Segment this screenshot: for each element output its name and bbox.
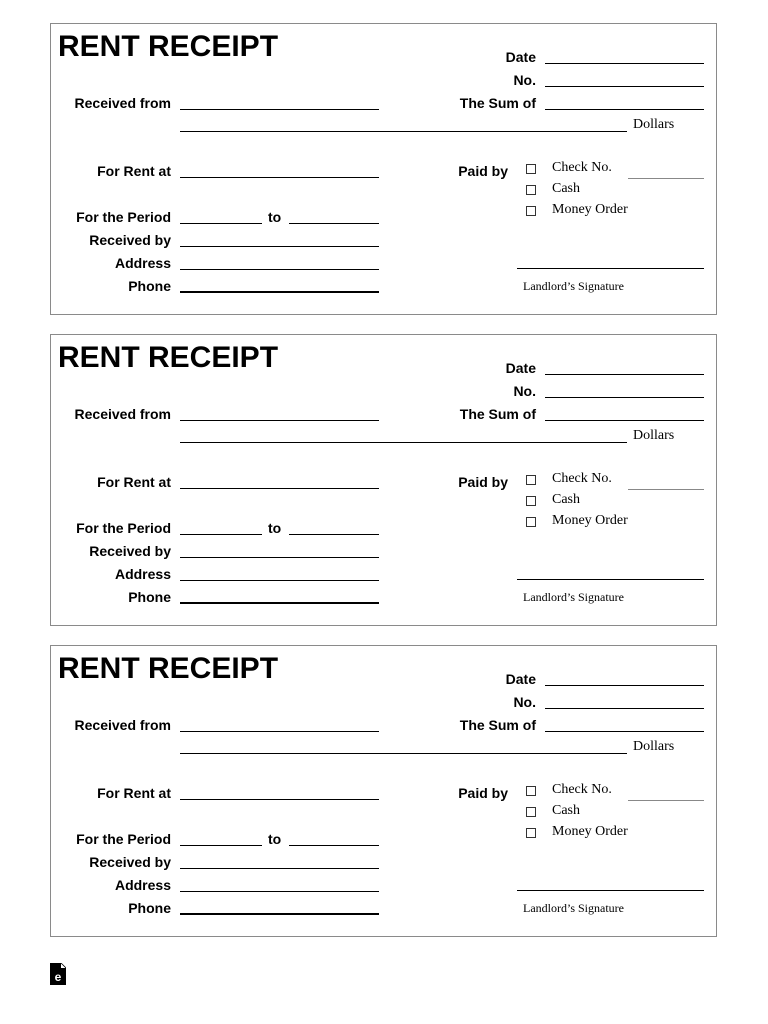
document-e-icon	[50, 963, 66, 985]
money-order-checkbox[interactable]	[526, 828, 536, 838]
address-field[interactable]	[180, 580, 379, 581]
svg-text:e: e	[54, 970, 62, 984]
sum-field[interactable]	[545, 109, 704, 110]
received-from-label: Received from	[74, 95, 171, 111]
to-label: to	[268, 209, 282, 225]
address-label: Address	[114, 255, 171, 271]
check-option-label: Check No.	[552, 782, 612, 797]
phone-label: Phone	[128, 278, 171, 294]
date-field[interactable]	[545, 374, 704, 375]
received-from-field[interactable]	[180, 420, 379, 421]
receipt-title: RENT RECEIPT	[58, 341, 279, 374]
sum-label: The Sum of	[459, 406, 536, 422]
number-label: No.	[513, 694, 536, 710]
check-number-field[interactable]	[628, 489, 704, 490]
sum-label: The Sum of	[459, 717, 536, 733]
number-label: No.	[513, 72, 536, 88]
check-checkbox[interactable]	[526, 164, 536, 174]
number-field[interactable]	[545, 397, 704, 398]
receipt-title: RENT RECEIPT	[58, 652, 279, 685]
received-from-label: Received from	[74, 406, 171, 422]
cash-checkbox[interactable]	[526, 185, 536, 195]
money-order-checkbox[interactable]	[526, 517, 536, 527]
landlord-signature-field[interactable]	[517, 890, 704, 891]
paid-by-label: Paid by	[458, 163, 508, 179]
date-field[interactable]	[545, 685, 704, 686]
money-order-option-label: Money Order	[552, 202, 628, 217]
dollars-label: Dollars	[633, 739, 675, 754]
period-label: For the Period	[76, 520, 171, 536]
number-field[interactable]	[545, 708, 704, 709]
sum-field[interactable]	[545, 731, 704, 732]
sum-words-field[interactable]	[180, 442, 627, 443]
money-order-option-label: Money Order	[552, 513, 628, 528]
received-from-field[interactable]	[180, 731, 379, 732]
cash-option-label: Cash	[552, 181, 580, 196]
date-label: Date	[505, 49, 536, 65]
received-by-label: Received by	[89, 232, 171, 248]
sum-words-field[interactable]	[180, 131, 627, 132]
period-end-field[interactable]	[289, 534, 379, 535]
sum-label: The Sum of	[459, 95, 536, 111]
period-label: For the Period	[76, 209, 171, 225]
phone-label: Phone	[128, 589, 171, 605]
sum-words-field[interactable]	[180, 753, 627, 754]
check-number-field[interactable]	[628, 178, 704, 179]
check-checkbox[interactable]	[526, 786, 536, 796]
to-label: to	[268, 831, 282, 847]
received-by-field[interactable]	[180, 246, 379, 247]
received-by-field[interactable]	[180, 557, 379, 558]
date-label: Date	[505, 671, 536, 687]
received-from-field[interactable]	[180, 109, 379, 110]
number-label: No.	[513, 383, 536, 399]
for-rent-field[interactable]	[180, 799, 379, 800]
check-option-label: Check No.	[552, 471, 612, 486]
receipt-title: RENT RECEIPT	[58, 30, 279, 63]
address-field[interactable]	[180, 269, 379, 270]
phone-label: Phone	[128, 900, 171, 916]
for-rent-label: For Rent at	[97, 785, 171, 801]
received-from-label: Received from	[74, 717, 171, 733]
address-label: Address	[114, 877, 171, 893]
for-rent-field[interactable]	[180, 488, 379, 489]
dollars-label: Dollars	[633, 117, 675, 132]
period-label: For the Period	[76, 831, 171, 847]
dollars-label: Dollars	[633, 428, 675, 443]
period-start-field[interactable]	[180, 223, 262, 224]
for-rent-label: For Rent at	[97, 163, 171, 179]
paid-by-label: Paid by	[458, 785, 508, 801]
rent-receipt-form	[50, 645, 717, 937]
period-end-field[interactable]	[289, 845, 379, 846]
to-label: to	[268, 520, 282, 536]
received-by-label: Received by	[89, 543, 171, 559]
cash-checkbox[interactable]	[526, 496, 536, 506]
period-end-field[interactable]	[289, 223, 379, 224]
number-field[interactable]	[545, 86, 704, 87]
received-by-field[interactable]	[180, 868, 379, 869]
rent-receipt-form	[50, 334, 717, 626]
signature-label: Landlord’s Signature	[523, 279, 624, 293]
address-label: Address	[114, 566, 171, 582]
check-number-field[interactable]	[628, 800, 704, 801]
sum-field[interactable]	[545, 420, 704, 421]
money-order-option-label: Money Order	[552, 824, 628, 839]
landlord-signature-field[interactable]	[517, 579, 704, 580]
period-start-field[interactable]	[180, 845, 262, 846]
for-rent-field[interactable]	[180, 177, 379, 178]
phone-field[interactable]	[180, 291, 379, 293]
cash-option-label: Cash	[552, 803, 580, 818]
phone-field[interactable]	[180, 602, 379, 604]
signature-label: Landlord’s Signature	[523, 901, 624, 915]
landlord-signature-field[interactable]	[517, 268, 704, 269]
rent-receipt-form	[50, 23, 717, 315]
cash-checkbox[interactable]	[526, 807, 536, 817]
check-checkbox[interactable]	[526, 475, 536, 485]
signature-label: Landlord’s Signature	[523, 590, 624, 604]
date-field[interactable]	[545, 63, 704, 64]
money-order-checkbox[interactable]	[526, 206, 536, 216]
phone-field[interactable]	[180, 913, 379, 915]
cash-option-label: Cash	[552, 492, 580, 507]
received-by-label: Received by	[89, 854, 171, 870]
date-label: Date	[505, 360, 536, 376]
for-rent-label: For Rent at	[97, 474, 171, 490]
address-field[interactable]	[180, 891, 379, 892]
period-start-field[interactable]	[180, 534, 262, 535]
check-option-label: Check No.	[552, 160, 612, 175]
paid-by-label: Paid by	[458, 474, 508, 490]
